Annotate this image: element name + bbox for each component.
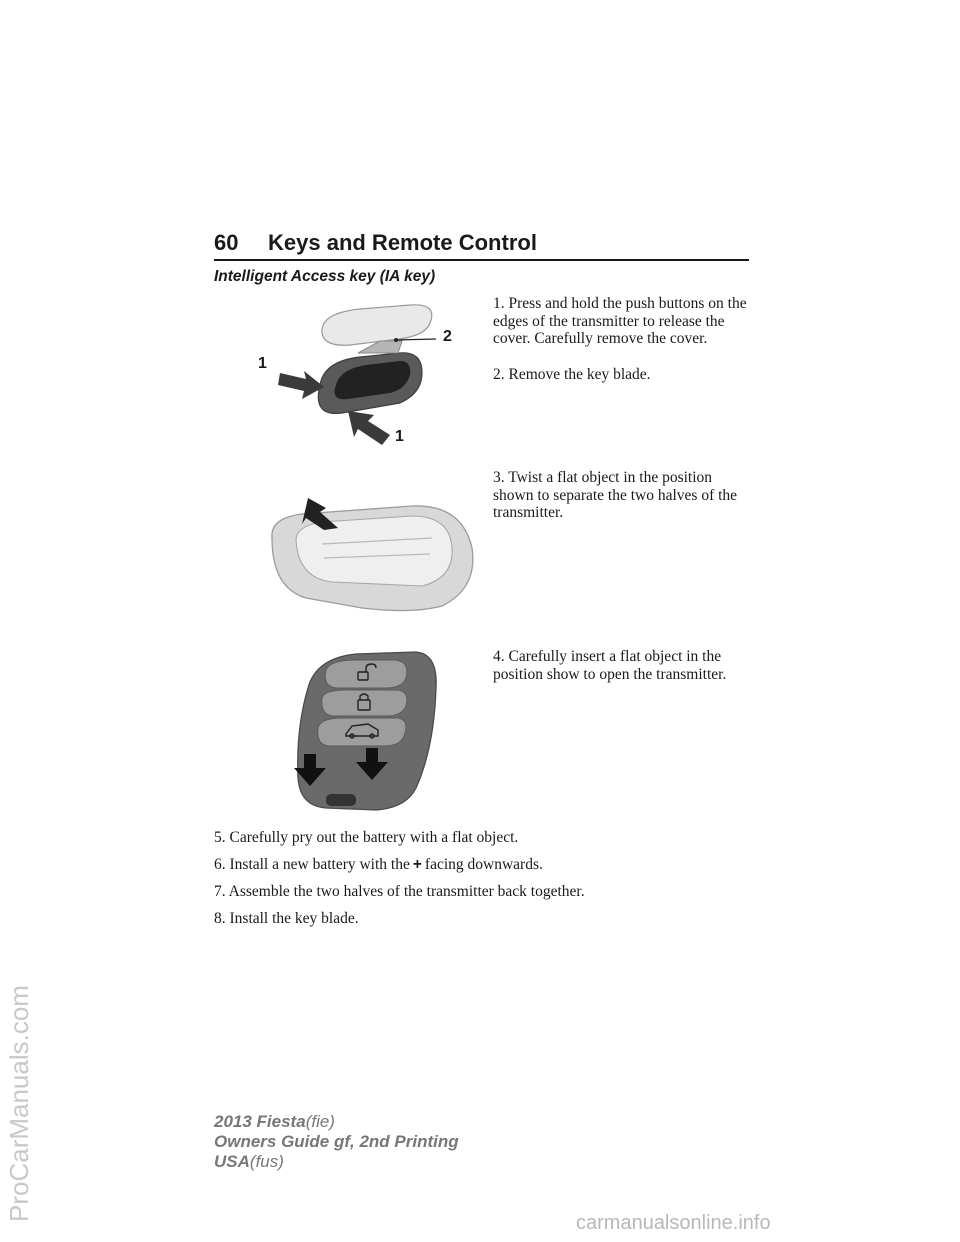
step-5: 5. Carefully pry out the battery with a flat object. xyxy=(214,829,519,846)
footer xyxy=(214,1112,459,1172)
separate-halves-figure xyxy=(262,488,480,618)
step-8: 8. Install the key blade. xyxy=(214,910,359,927)
callout-2: 2 xyxy=(443,328,452,345)
plus-symbol: + xyxy=(412,856,422,873)
step-1: 1. Press and hold the push buttons on the edges of the transmitter to release the cover. Carefully remove the cover. xyxy=(493,295,747,347)
callout-1-left: 1 xyxy=(258,355,267,372)
footer-market: USA xyxy=(214,1152,250,1171)
header-rule xyxy=(214,259,749,261)
footer-model: 2013 Fiesta xyxy=(214,1112,306,1131)
arrow-left-icon xyxy=(278,371,324,399)
step-4: 4. Carefully insert a flat object in the position show to open the transmitter. xyxy=(493,648,727,683)
step-6 xyxy=(214,856,754,874)
callout-1-bottom: 1 xyxy=(395,428,404,445)
section-title: Intelligent Access key (IA key) xyxy=(214,268,436,285)
step-2: 2. Remove the key blade. xyxy=(493,366,651,383)
step-7: 7. Assemble the two halves of the transmitter back together. xyxy=(214,883,585,900)
arrow-bottom-icon xyxy=(348,411,390,445)
key-fob-figure xyxy=(286,648,444,814)
cover-removal-figure xyxy=(250,295,470,455)
step-6-text-before: 6. Install a new battery with the xyxy=(214,856,410,873)
footer-market-code: (fus) xyxy=(249,1152,284,1171)
chapter-title: Keys and Remote Control xyxy=(268,230,537,255)
watermark-bottom: carmanualsonline.info xyxy=(576,1212,771,1234)
step-6-text-after: facing downwards. xyxy=(424,856,543,873)
watermark-left: ProCarManuals.com xyxy=(4,985,34,1222)
footer-model-code: (fie) xyxy=(305,1112,335,1131)
page-number: 60 xyxy=(214,230,239,255)
footer-guide: Owners Guide gf, 2nd Printing xyxy=(214,1132,459,1151)
step-3: 3. Twist a flat object in the position shown to separate the two halves of the transmitter. xyxy=(493,469,738,521)
